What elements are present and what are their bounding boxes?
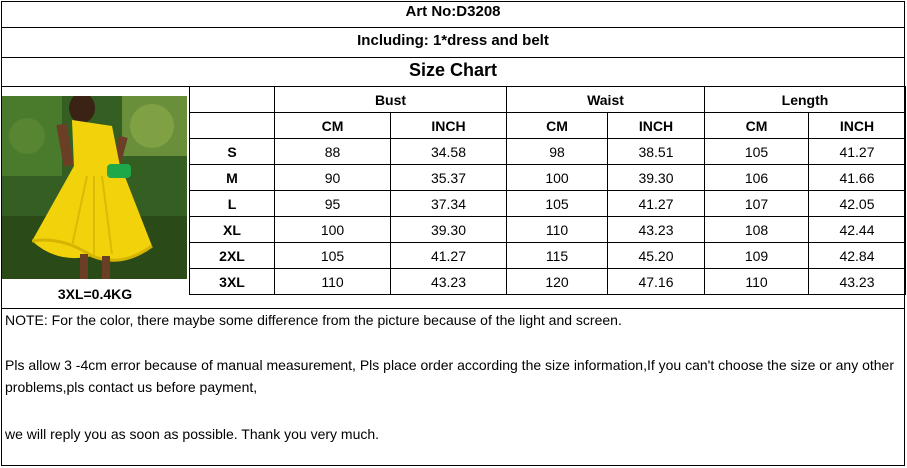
value-cell: 100	[507, 165, 608, 191]
note-reply: we will reply you as soon as possible. Thank you very much.	[5, 426, 380, 442]
value-cell: 110	[275, 269, 391, 295]
value-cell: 105	[705, 139, 809, 165]
unit-cell: INCH	[391, 113, 507, 139]
table-row	[190, 243, 906, 269]
value-cell: 43.23	[391, 269, 507, 295]
value-cell: 115	[507, 243, 608, 269]
table-row	[190, 269, 906, 295]
divider	[1, 27, 905, 28]
header-bust: Bust	[275, 87, 507, 113]
value-cell: 108	[705, 217, 809, 243]
table-row	[190, 165, 906, 191]
size-cell: 3XL	[190, 269, 275, 295]
size-table	[189, 86, 906, 295]
value-cell: 41.27	[809, 139, 906, 165]
value-cell: 109	[705, 243, 809, 269]
note-color: NOTE: For the color, there maybe some difference from the picture because of the light and screen.	[5, 312, 622, 328]
value-cell: 42.84	[809, 243, 906, 269]
value-cell: 106	[705, 165, 809, 191]
unit-cell: INCH	[809, 113, 906, 139]
size-cell: 2XL	[190, 243, 275, 269]
unit-cell: CM	[507, 113, 608, 139]
product-photo	[2, 96, 187, 279]
header-waist: Waist	[507, 87, 705, 113]
table-row	[190, 139, 906, 165]
value-cell: 105	[507, 191, 608, 217]
value-cell: 90	[275, 165, 391, 191]
table-header-row	[190, 87, 906, 113]
header-length: Length	[705, 87, 906, 113]
value-cell: 41.27	[608, 191, 705, 217]
value-cell: 43.23	[809, 269, 906, 295]
table-row	[190, 191, 906, 217]
value-cell: 35.37	[391, 165, 507, 191]
value-cell: 37.34	[391, 191, 507, 217]
value-cell: 42.44	[809, 217, 906, 243]
value-cell: 100	[275, 217, 391, 243]
value-cell: 34.58	[391, 139, 507, 165]
value-cell: 41.66	[809, 165, 906, 191]
value-cell: 95	[275, 191, 391, 217]
value-cell: 42.05	[809, 191, 906, 217]
unit-cell: CM	[275, 113, 391, 139]
package-weight: 3XL=0.4KG	[57, 286, 133, 302]
value-cell: 110	[507, 217, 608, 243]
unit-corner	[190, 113, 275, 139]
unit-cell: INCH	[608, 113, 705, 139]
value-cell: 98	[507, 139, 608, 165]
value-cell: 39.30	[608, 165, 705, 191]
table-row	[190, 217, 906, 243]
size-chart-title: Size Chart	[408, 60, 498, 80]
including-line: Including: 1*dress and belt	[357, 32, 549, 49]
value-cell: 110	[705, 269, 809, 295]
value-cell: 39.30	[391, 217, 507, 243]
value-cell: 88	[275, 139, 391, 165]
value-cell: 120	[507, 269, 608, 295]
art-number: Art No:D3208	[405, 3, 501, 20]
value-cell: 107	[705, 191, 809, 217]
note-measurement: Pls allow 3 -4cm error because of manual measurement, Pls place order according the size information,If you can't choose the size or any other problems,pls contact us before payment,	[5, 357, 894, 395]
table-unit-row	[190, 113, 906, 139]
divider	[1, 57, 905, 58]
value-cell: 105	[275, 243, 391, 269]
unit-cell: CM	[705, 113, 809, 139]
size-cell: S	[190, 139, 275, 165]
value-cell: 47.16	[608, 269, 705, 295]
value-cell: 41.27	[391, 243, 507, 269]
header-corner	[190, 87, 275, 113]
value-cell: 38.51	[608, 139, 705, 165]
value-cell: 43.23	[608, 217, 705, 243]
size-cell: XL	[190, 217, 275, 243]
size-cell: M	[190, 165, 275, 191]
value-cell: 45.20	[608, 243, 705, 269]
size-cell: L	[190, 191, 275, 217]
